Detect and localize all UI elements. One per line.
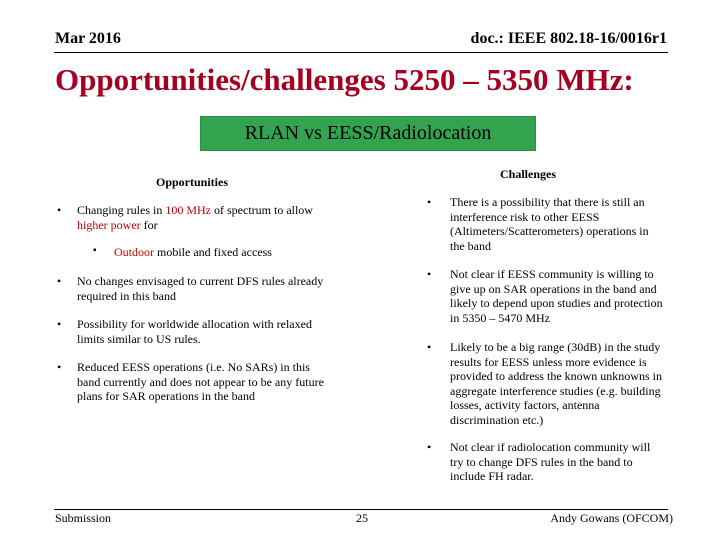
footer-author: Andy Gowans (OFCOM) [550,511,673,525]
slide-title: Opportunities/challenges 5250 – 5350 MHz: [55,62,634,97]
bullet: • [427,340,432,354]
header-date: Mar 2016 [55,30,121,47]
header-doc-id: doc.: IEEE 802.18-16/0016r1 [470,30,667,47]
bullet: • [57,203,62,217]
bullet: • [427,440,432,454]
subtitle-banner [200,116,536,151]
bullet: • [57,274,62,288]
opportunity-item-2: No changes envisaged to current DFS rules already required in this band [77,274,324,303]
bullet: • [57,360,62,374]
challenge-item-3: Likely to be a big range (30dB) in the study results for EESS unless more evidence is provided to address the known unknowns in aggregate interference studies (e.g. building losses, activity factors, antenna discrimination etc.) [450,340,662,427]
footer-submission: Submission [55,511,112,525]
bullet: • [427,267,432,281]
challenge-item-4: Not clear if radiolocation community will try to change DFS rules in the band to include FH radar. [450,440,651,483]
footer-divider [54,509,668,510]
opportunities-heading: Opportunities [156,175,229,189]
opportunity-item-3: Possibility for worldwide allocation with relaxed limits similar to US rules. [77,317,312,346]
challenge-item-2: Not clear if EESS community is willing to give up on SAR operations in the band and likely to depend upon studies and protection in 5350 – 5470 MHz [450,267,663,325]
opportunity-item-1: Changing rules in 100 MHz of spectrum to allow higher power for [77,203,313,232]
sub-bullet: ▪ [93,245,97,256]
bullet: • [57,317,62,331]
header-divider [54,52,668,53]
subtitle-banner-text: RLAN vs EESS/Radiolocation [244,122,492,144]
opportunity-subitem-1: Outdoor mobile and fixed access [114,245,272,259]
challenge-item-1: There is a possibility that there is still an interference risk to other EESS (Altimeters/Scatterometers) operations in the band [450,195,649,253]
challenges-heading: Challenges [500,167,557,181]
page-number: 25 [356,511,368,525]
bullet: • [427,195,432,209]
opportunity-item-4: Reduced EESS operations (i.e. No SARs) in this band currently and does not appear to be any future plans for SAR operations in the band [77,360,324,403]
